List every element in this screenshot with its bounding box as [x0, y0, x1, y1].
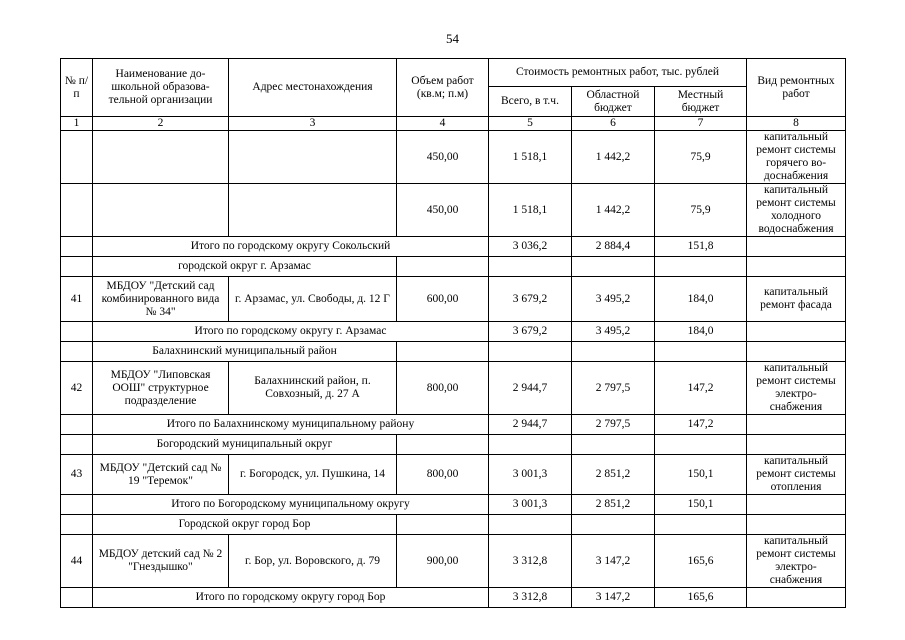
organization-name	[93, 131, 229, 184]
cost-local: 165,6	[655, 535, 747, 588]
work-type: капитальный ремонт фасада	[747, 277, 846, 322]
empty-cell	[747, 322, 846, 342]
table-row	[61, 362, 846, 415]
table-row	[61, 131, 846, 184]
empty-cell	[655, 515, 747, 535]
address: г. Арзамас, ул. Свободы, д. 12 Г	[229, 277, 397, 322]
col-number: 7	[655, 117, 747, 131]
empty-cell	[489, 257, 572, 277]
page-number: 54	[446, 31, 459, 46]
row-number	[61, 184, 93, 237]
cost-regional: 2 851,2	[572, 455, 655, 495]
row-number: 41	[61, 277, 93, 322]
work-type: капитальный ремонт системы электро-снабжения	[747, 535, 846, 588]
empty-cell	[61, 257, 93, 277]
work-type: капитальный ремонт системы горячего во-доснабжения	[747, 131, 846, 184]
col-number: 2	[93, 117, 229, 131]
cost-local: 150,1	[655, 455, 747, 495]
empty-cell	[397, 515, 489, 535]
empty-cell	[61, 435, 93, 455]
cost-regional: 1 442,2	[572, 184, 655, 237]
cost-regional: 2 797,5	[572, 415, 655, 435]
empty-cell	[747, 237, 846, 257]
empty-cell	[655, 342, 747, 362]
cost-local: 75,9	[655, 131, 747, 184]
empty-cell	[655, 257, 747, 277]
work-type: капитальный ремонт системы электро-снабжения	[747, 362, 846, 415]
subtotal-label: Итого по городскому округу г. Арзамас	[93, 322, 489, 342]
organization-name: МБДОУ детский сад № 2 "Гнездышко"	[93, 535, 229, 588]
organization-name: МБДОУ "Липовская ООШ" структурное подразделение	[93, 362, 229, 415]
cost-total: 3 312,8	[489, 588, 572, 608]
header-row-1	[61, 59, 846, 87]
address	[229, 131, 397, 184]
empty-cell	[747, 588, 846, 608]
subtotal-row	[61, 237, 846, 257]
empty-cell	[572, 257, 655, 277]
cost-local: 75,9	[655, 184, 747, 237]
cost-regional: 3 147,2	[572, 535, 655, 588]
organization-name: МБДОУ "Детский сад комбинированного вида № 34"	[93, 277, 229, 322]
cost-regional: 2 851,2	[572, 495, 655, 515]
column-numbers-row	[61, 117, 846, 131]
empty-cell	[61, 515, 93, 535]
subtotal-row	[61, 415, 846, 435]
col-number: 3	[229, 117, 397, 131]
cost-total: 1 518,1	[489, 131, 572, 184]
col-number: 5	[489, 117, 572, 131]
row-number: 43	[61, 455, 93, 495]
empty-cell	[655, 435, 747, 455]
work-volume: 450,00	[397, 184, 489, 237]
empty-cell	[61, 588, 93, 608]
cost-local: 150,1	[655, 495, 747, 515]
work-volume: 900,00	[397, 535, 489, 588]
section-row	[61, 342, 846, 362]
work-volume: 600,00	[397, 277, 489, 322]
cost-total: 1 518,1	[489, 184, 572, 237]
organization-name	[93, 184, 229, 237]
cost-total: 3 001,3	[489, 455, 572, 495]
section-label: городской округ г. Арзамас	[93, 257, 397, 277]
work-volume: 800,00	[397, 362, 489, 415]
cost-total: 3 036,2	[489, 237, 572, 257]
cost-local: 147,2	[655, 415, 747, 435]
empty-cell	[747, 435, 846, 455]
empty-cell	[61, 342, 93, 362]
address: г. Бор, ул. Воровского, д. 79	[229, 535, 397, 588]
table-row	[61, 184, 846, 237]
section-row	[61, 257, 846, 277]
empty-cell	[747, 342, 846, 362]
table-row	[61, 455, 846, 495]
cost-local: 147,2	[655, 362, 747, 415]
cost-local: 184,0	[655, 322, 747, 342]
address: г. Богородск, ул. Пушкина, 14	[229, 455, 397, 495]
empty-cell	[397, 342, 489, 362]
header-total: Всего, в т.ч.	[489, 87, 572, 117]
empty-cell	[397, 435, 489, 455]
empty-cell	[747, 257, 846, 277]
row-number: 44	[61, 535, 93, 588]
repair-cost-table	[60, 58, 846, 608]
col-number: 6	[572, 117, 655, 131]
cost-regional: 3 495,2	[572, 322, 655, 342]
cost-local: 151,8	[655, 237, 747, 257]
empty-cell	[747, 515, 846, 535]
empty-cell	[397, 257, 489, 277]
cost-local: 165,6	[655, 588, 747, 608]
header-org: Наименование до-школьной образова-тельной организации	[93, 59, 229, 117]
cost-regional: 2 884,4	[572, 237, 655, 257]
work-type: капитальный ремонт системы холодного водоснабжения	[747, 184, 846, 237]
subtotal-label: Итого по Балахнинскому муниципальному району	[93, 415, 489, 435]
section-row	[61, 515, 846, 535]
cost-regional: 1 442,2	[572, 131, 655, 184]
subtotal-row	[61, 588, 846, 608]
cost-total: 3 679,2	[489, 322, 572, 342]
header-address: Адрес местонахождения	[229, 59, 397, 117]
section-label: Балахнинский муниципальный район	[93, 342, 397, 362]
subtotal-label: Итого по Богородскому муниципальному округу	[93, 495, 489, 515]
empty-cell	[572, 435, 655, 455]
work-type: капитальный ремонт системы отопления	[747, 455, 846, 495]
cost-total: 3 679,2	[489, 277, 572, 322]
col-number: 1	[61, 117, 93, 131]
empty-cell	[61, 237, 93, 257]
empty-cell	[747, 415, 846, 435]
section-row	[61, 435, 846, 455]
empty-cell	[61, 495, 93, 515]
empty-cell	[61, 415, 93, 435]
header-num: № п/п	[61, 59, 93, 117]
organization-name: МБДОУ "Детский сад № 19 "Теремок"	[93, 455, 229, 495]
col-number: 8	[747, 117, 846, 131]
work-volume: 450,00	[397, 131, 489, 184]
cost-total: 3 001,3	[489, 495, 572, 515]
row-number	[61, 131, 93, 184]
header-volume: Объем работ (кв.м; п.м)	[397, 59, 489, 117]
cost-regional: 3 147,2	[572, 588, 655, 608]
empty-cell	[489, 435, 572, 455]
subtotal-row	[61, 322, 846, 342]
row-number: 42	[61, 362, 93, 415]
header-cost-group: Стоимость ремонтных работ, тыс. рублей	[489, 59, 747, 87]
cost-total: 2 944,7	[489, 415, 572, 435]
empty-cell	[572, 515, 655, 535]
address: Балахнинский район, п. Совхозный, д. 27 А	[229, 362, 397, 415]
table-row	[61, 535, 846, 588]
cost-local: 184,0	[655, 277, 747, 322]
cost-total: 3 312,8	[489, 535, 572, 588]
work-volume: 800,00	[397, 455, 489, 495]
cost-total: 2 944,7	[489, 362, 572, 415]
header-regional: Областной бюджет	[572, 87, 655, 117]
empty-cell	[572, 342, 655, 362]
header-local: Местный бюджет	[655, 87, 747, 117]
subtotal-label: Итого по городскому округу город Бор	[93, 588, 489, 608]
empty-cell	[61, 322, 93, 342]
empty-cell	[489, 342, 572, 362]
cost-regional: 2 797,5	[572, 362, 655, 415]
subtotal-row	[61, 495, 846, 515]
empty-cell	[747, 495, 846, 515]
subtotal-label: Итого по городскому округу Сокольский	[93, 237, 489, 257]
cost-regional: 3 495,2	[572, 277, 655, 322]
table-row	[61, 277, 846, 322]
empty-cell	[489, 515, 572, 535]
section-label: Городской округ город Бор	[93, 515, 397, 535]
header-work-type: Вид ремонтных работ	[747, 59, 846, 117]
address	[229, 184, 397, 237]
section-label: Богородский муниципальный округ	[93, 435, 397, 455]
col-number: 4	[397, 117, 489, 131]
